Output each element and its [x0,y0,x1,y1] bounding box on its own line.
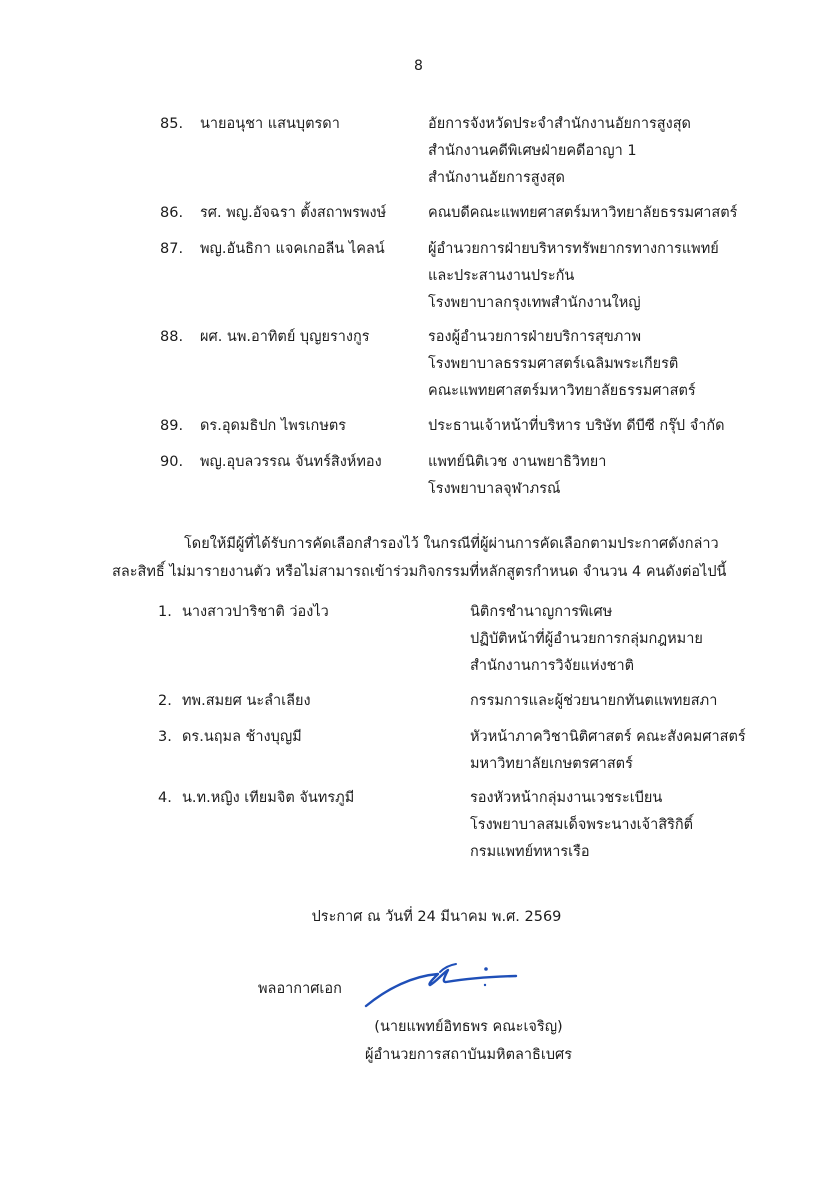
announcement-date: ประกาศ ณ วันที่ 24 มีนาคม พ.ศ. 2569 [311,909,562,925]
position-line: กรรมการและผู้ช่วยนายกทันตแพทยสภา [470,693,718,709]
position-line: โรงพยาบาลจุฬาภรณ์ [428,481,561,497]
position-line: สำนักงานคดีพิเศษฝ่ายคดีอาญา 1 [428,143,637,159]
item-number: 2. [158,693,172,709]
person-name: ทพ.สมยศ นะลำเลียง [182,693,311,709]
position-line: รองผู้อำนวยการฝ่ายบริการสุขภาพ [428,329,642,345]
person-position [470,724,820,778]
item-number: 4. [158,790,172,806]
item-number: 85. [160,116,184,132]
person-name: นายอนุชา แสนบุตรดา [200,116,340,132]
signatory-title: ผู้อำนวยการสถาบันมหิตลาธิเบศร [364,1047,573,1063]
item-number: 1. [158,604,172,620]
position-line: สำนักงานอัยการสูงสุด [428,170,565,186]
person-position [428,111,818,192]
position-line: คณะแพทยศาสตร์มหาวิทยาลัยธรรมศาสตร์ [428,383,696,399]
person-position [470,688,820,715]
position-line: มหาวิทยาลัยเกษตรศาสตร์ [470,756,633,772]
position-line: ผู้อำนวยการฝ่ายบริหารทรัพยากรทางการแพทย์ [428,241,719,257]
reserve-paragraph [112,530,752,586]
page-number: 8 [414,58,423,74]
position-line: สำนักงานการวิจัยแห่งชาติ [470,658,635,674]
person-name: นางสาวปาริชาติ ว่องไว [182,604,329,620]
person-position [428,200,818,227]
position-line: คณบดีคณะแพทยศาสตร์มหาวิทยาลัยธรรมศาสตร์ [428,205,738,221]
signatory-name: (นายแพทย์อิทธพร คณะเจริญ) [374,1019,563,1035]
position-line: และประสานงานประกัน [428,268,575,284]
person-name: ดร.อุดมธิปก ไพรเกษตร [200,418,347,434]
person-name: ผศ. นพ.อาทิตย์ บุญยรางกูร [200,329,370,345]
position-line: รองหัวหน้ากลุ่มงานเวชระเบียน [470,790,663,806]
item-number: 87. [160,241,184,257]
person-position [428,236,818,317]
person-position [428,324,818,405]
person-position [470,599,820,680]
person-name: พญ.อันธิกา แจคเกอลีน ไคลน์ [200,241,385,257]
paragraph-line: สละสิทธิ์ ไม่มารายงานตัว หรือไม่สามารถเข้าร่วมกิจกรรมที่หลักสูตรกำหนด จำนวน 4 คนดังต่อไปนี้ [112,564,727,580]
position-line: นิติกรชำนาญการพิเศษ [470,604,613,620]
item-number: 90. [160,454,184,470]
person-name: น.ท.หญิง เทียมจิต จันทรภูมี [182,790,355,806]
person-name: รศ. พญ.อัจฉรา ตั้งสถาพรพงษ์ [200,205,387,221]
position-line: หัวหน้าภาควิชานิติศาสตร์ คณะสังคมศาสตร์ [470,729,746,745]
position-line: แพทย์นิติเวช งานพยาธิวิทยา [428,454,607,470]
position-line: โรงพยาบาลธรรมศาสตร์เฉลิมพระเกียรติ [428,356,679,372]
item-number: 89. [160,418,184,434]
position-line: อัยการจังหวัดประจำสำนักงานอัยการสูงสุด [428,116,691,132]
paragraph-line: โดยให้มีผู้ที่ได้รับการคัดเลือกสำรองไว้ ในกรณีที่ผู้ผ่านการคัดเลือกตามประกาศดังกล่าว [184,536,719,552]
position-line: ประธานเจ้าหน้าที่บริหาร บริษัท ดีบีซี กรุ๊ป จำกัด [428,418,725,434]
person-position [428,449,818,503]
position-line: โรงพยาบาลกรุงเทพสำนักงานใหญ่ [428,295,641,311]
position-line: โรงพยาบาลสมเด็จพระนางเจ้าสิริกิติ์ [470,817,694,833]
position-line: ปฏิบัติหน้าที่ผู้อำนวยการกลุ่มกฎหมาย [470,631,703,647]
person-name: ดร.นฤมล ช้างบุญมี [182,729,302,745]
person-position [470,785,820,866]
position-line: กรมแพทย์ทหารเรือ [470,844,590,860]
signature-icon [358,958,528,1012]
item-number: 88. [160,329,184,345]
item-number: 3. [158,729,172,745]
person-name: พญ.อุบลวรรณ จันทร์สิงห์ทอง [200,454,382,470]
signatory-rank: พลอากาศเอก [258,981,342,997]
item-number: 86. [160,205,184,221]
person-position [428,413,818,440]
